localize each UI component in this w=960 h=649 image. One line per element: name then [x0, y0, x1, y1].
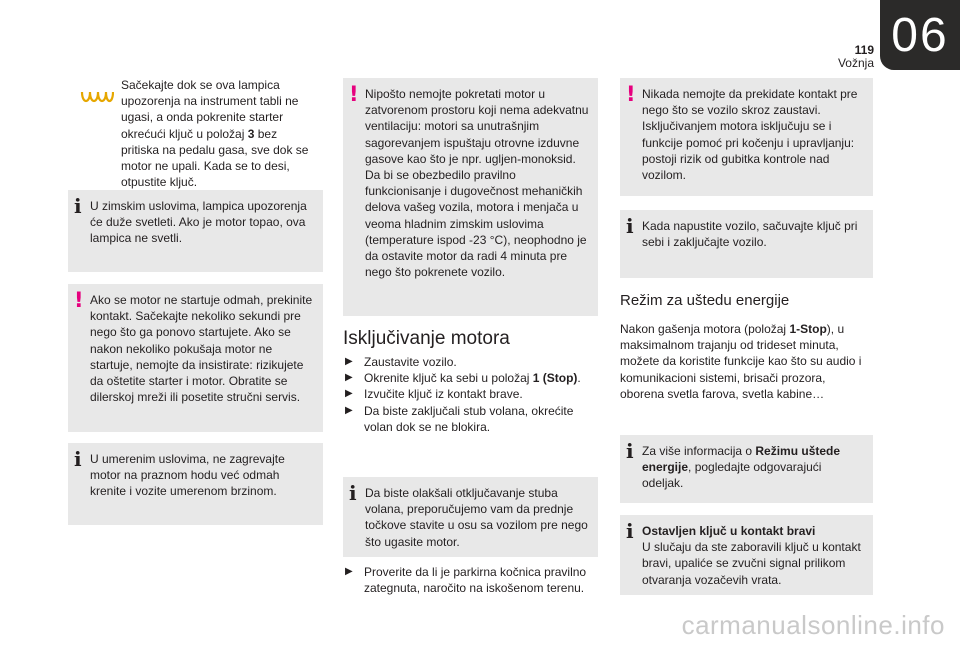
bullet-arrow-icon: ▶ — [345, 372, 353, 384]
section-heading-engine-off: Isključivanje motora — [343, 328, 510, 349]
list-item: ▶ Izvučite ključ iz kontakt brave. — [345, 387, 523, 402]
info-box-unlock — [343, 477, 598, 557]
section-heading-energy-saving: Režim za uštedu energije — [620, 292, 790, 309]
info-box-temperate — [68, 443, 323, 525]
warning-box-closed-space — [343, 78, 598, 316]
info-box-key-left — [620, 515, 873, 595]
list-item: ▶ Proverite da li je parkirna kočnica pravilno zategnuta, naročito na iskošenom terenu. — [345, 565, 587, 596]
engine-off-steps — [345, 354, 595, 435]
list-item: ▶ Zaustavite vozilo. — [345, 355, 457, 369]
chapter-tab: 06 — [880, 0, 960, 70]
list-item: ▶ Okrenite ključ ka sebi u položaj 1 (Stop). — [345, 371, 581, 386]
info-icon: i — [349, 481, 357, 505]
lamp-text: Sačekajte dok se ova lampica upozorenja na instrument tabli ne ugasi, a onda pokrenite starter okrećući ključ u položaj 3 bez pritiska na pedalu gasa, sve dok se motor ne upali. Kada se to desi, otpustite ključ. — [121, 78, 309, 190]
bullet-arrow-icon: ▶ — [345, 356, 353, 367]
section-name: Vožnja — [837, 56, 874, 70]
warning-box-start — [68, 284, 323, 432]
info-box-key — [620, 210, 873, 278]
bullet-arrow-icon: ▶ — [345, 388, 353, 400]
info-icon: i — [74, 194, 82, 218]
list-item: ▶ Da biste zaključali stub volana, okrećite volan dok se ne blokira. — [345, 403, 574, 434]
parking-brake-step — [345, 564, 595, 596]
page-number-block — [838, 44, 874, 70]
info-icon: i — [626, 439, 634, 463]
warning-icon: ! — [626, 82, 636, 106]
info-icon: i — [74, 447, 82, 471]
warning-start-text: Ako se motor ne startuje odmah, prekinite kontakt. Sačekajte nekoliko sekundi pre nego što ga ponovo startujete. Ako se nakon nekoliko pokušaja motor ne startuje, nemojte da insistirate: rizikujete da oštetite starter i motor. Obratite se dilerskoj mreži ili posetite stručni servis. — [90, 293, 313, 405]
info-key-left-title: Ostavljen ključ u kontakt bravi — [642, 524, 816, 538]
preheat-coil-icon — [80, 88, 114, 108]
warning-closed-text: Nipošto nemojte pokretati motor u zatvorenom prostoru koji nema adekvatnu ventilaciju: motori sa unutrašnjim sagorevanjem ispuštaju otrovne izduvne gasove kao što je npr. ugljen-monoksid. Da bi se obezbedilo pravilno funkcionisanje i dugovečnost mehaničkih delova vašeg vozila, motora i menjača u veoma hladnim zimskim uslovima (temperature ispod -23 °C), neophodno je da ostavite motor da radi 4 minuta pre nego što pokrenete vozilo. — [365, 87, 589, 280]
page-number: 119 — [854, 43, 874, 57]
info-key-left-text — [642, 523, 865, 588]
info-icon: i — [626, 214, 634, 238]
info-key-text: Kada napustite vozilo, sačuvajte ključ pri sebi i zaključajte vozilo. — [642, 219, 858, 250]
energy-saving-paragraph: Nakon gašenja motora (položaj 1-Stop), u maksimalnom trajanju od trideset minuta, možete da koristite funkcije kao što su audio i komunikacioni sistemi, brisači prozora, oborena svetla farova, svetla kabine… — [620, 322, 862, 401]
info-more-text: Za više informacija o Režimu uštede energije, pogledajte odgovarajući odeljak. — [642, 444, 841, 491]
warning-icon: ! — [349, 82, 359, 106]
info-unlock-text: Da biste olakšali otključavanje stuba volana, preporučujemo vam da prednje točkove stavite u osu sa vozilom pre nego što ugasite motor. — [365, 486, 588, 549]
info-temperate-text: U umerenim uslovima, ne zagrevajte motor na praznom hodu već odmah krenite i vozite umerenom brzinom. — [90, 452, 285, 499]
bullet-arrow-icon: ▶ — [345, 566, 353, 577]
warning-box-never-cut — [620, 78, 873, 196]
info-box-winter — [68, 190, 323, 272]
info-box-more — [620, 435, 873, 503]
watermark: carmanualsonline.info — [681, 610, 945, 640]
info-winter-text: U zimskim uslovima, lampica upozorenja će duže svetleti. Ako je motor topao, ova lampica ne svetli. — [90, 199, 307, 246]
info-icon: i — [626, 519, 634, 543]
info-key-left-body: U slučaju da ste zaboravili ključ u kontakt bravi, upaliće se zvučni signal prilikom otvaranja vozačevih vrata. — [642, 540, 861, 587]
warning-never-text: Nikada nemojte da prekidate kontakt pre nego što se vozilo skroz zaustavi. Isključivanjem motora isključuju se i funkcije pomoć pri kočenju i upravljanju: postoji rizik od gubitka kontrole nad vozilom. — [642, 87, 858, 183]
lamp-instruction — [68, 74, 323, 190]
warning-icon: ! — [74, 288, 84, 312]
bullet-arrow-icon: ▶ — [345, 404, 353, 416]
